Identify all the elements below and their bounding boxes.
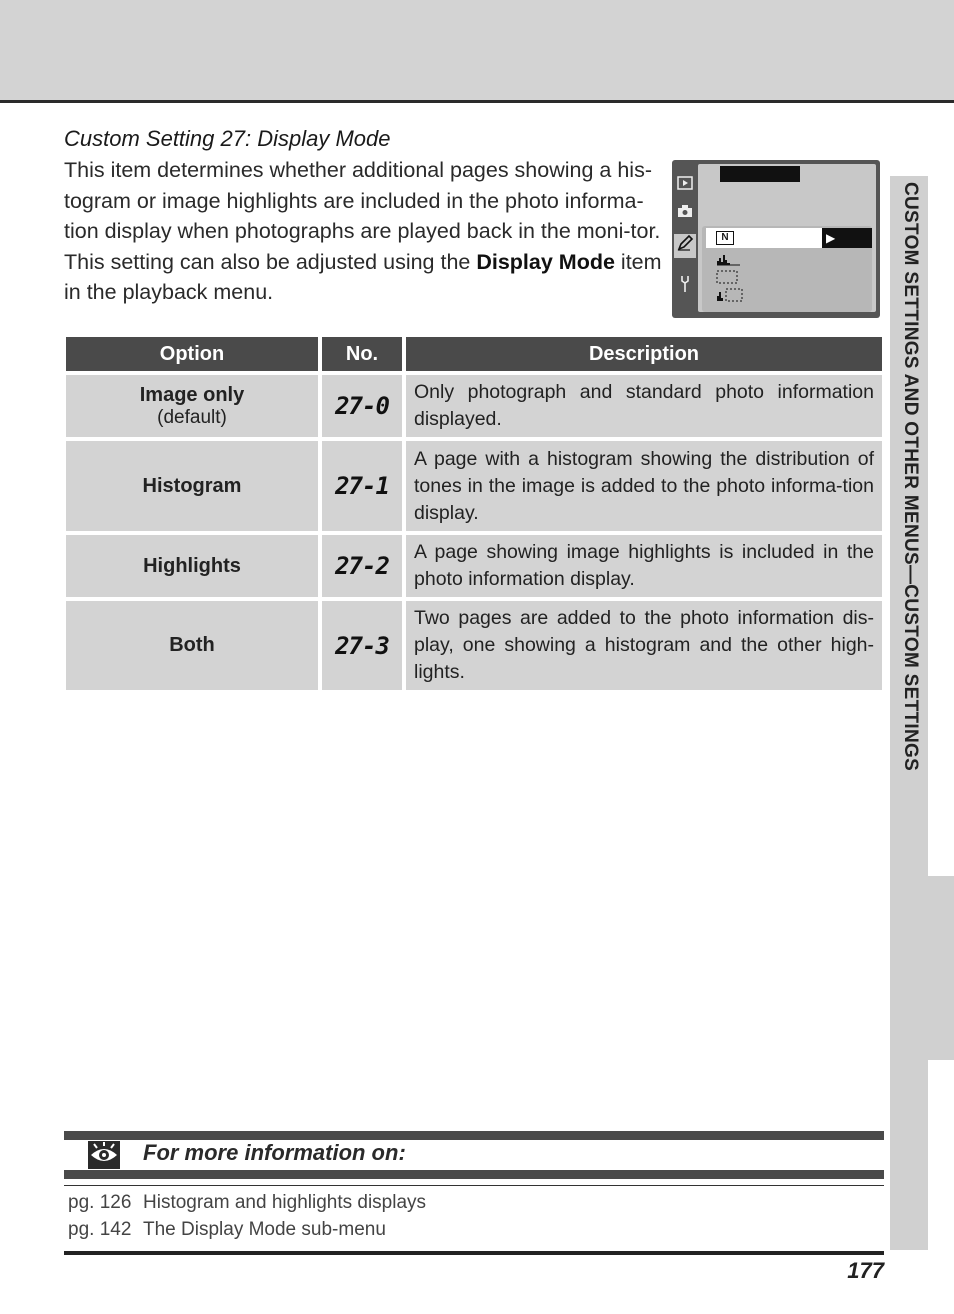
- option-default-note: (default): [157, 406, 227, 428]
- camera-icon: [676, 204, 694, 222]
- pencil-icon: [674, 234, 696, 258]
- header-description: Description: [406, 337, 882, 371]
- reference-page: pg. 142: [68, 1219, 132, 1240]
- more-info-title-text: For more information on: [143, 1140, 399, 1165]
- header-no: No.: [322, 337, 402, 371]
- normal-option-label: N: [716, 231, 734, 245]
- menu-icon-column: [674, 164, 696, 314]
- reference-text: Histogram and highlights displays: [143, 1192, 427, 1213]
- menu-title-bar: [720, 166, 800, 182]
- reference-item: [68, 1192, 426, 1214]
- side-tab-marker: [928, 876, 954, 1060]
- side-section-label: CUSTOM SETTINGS AND OTHER MENUS—CUSTOM SETTINGS: [900, 182, 921, 772]
- menu-option-list: [702, 226, 872, 312]
- info-rule-bottom: [64, 1170, 884, 1179]
- option-name: Histogram: [142, 474, 242, 497]
- table-header-row: [66, 337, 882, 371]
- setting-number: 27-1: [322, 441, 402, 531]
- option-name: Image only: [139, 383, 245, 406]
- menu-screenshot: [672, 160, 880, 318]
- option-cell: [66, 441, 318, 531]
- more-info-colon: :: [398, 1140, 406, 1165]
- both-mini-icon: [716, 288, 742, 302]
- section-heading: Custom Setting 27: Display Mode: [64, 126, 391, 151]
- playback-icon: [676, 176, 694, 194]
- table-row: [66, 441, 882, 531]
- info-rule-top: [64, 1131, 884, 1140]
- table-row: [66, 375, 882, 437]
- option-name: Highlights: [143, 554, 241, 577]
- option-description: A page with a histogram showing the distribution of tones in the image is added to the photo informa-tion display.: [406, 441, 882, 531]
- option-cell: [66, 601, 318, 690]
- option-description: Two pages are added to the photo information dis-play, one showing a histogram and the other high-lights.: [406, 601, 882, 690]
- menu-panel: [698, 164, 876, 312]
- top-header-band: [0, 0, 954, 103]
- reference-text: The Display Mode sub-menu: [143, 1219, 386, 1240]
- option-cell: [66, 375, 318, 437]
- page-number: 177: [847, 1258, 884, 1283]
- info-thin-rule: [64, 1185, 884, 1186]
- play-arrow-icon: ▶: [822, 228, 872, 248]
- table-row: [66, 601, 882, 690]
- histogram-mini-icon: [716, 252, 742, 266]
- reference-item: [68, 1219, 386, 1241]
- wrench-icon: [676, 274, 694, 292]
- eye-icon: [88, 1141, 120, 1169]
- header-option: Option: [66, 337, 318, 371]
- option-name: Both: [169, 634, 215, 656]
- setting-number: 27-3: [322, 601, 402, 690]
- intro-paragraph: [64, 155, 664, 308]
- intro-text: This item determines whether additional pages showing a his-togram or image highlights are included in the photo informa-tion display when photographs are played back in the moni-tor. This setting can also be adjusted using the: [64, 158, 661, 274]
- intro-text-end: item in the playback menu.: [64, 249, 662, 304]
- options-table: [62, 333, 886, 694]
- footer-rule: [64, 1251, 884, 1255]
- setting-number: 27-2: [322, 535, 402, 597]
- option-cell: [66, 535, 318, 597]
- setting-number: 27-0: [322, 375, 402, 437]
- reference-page: pg. 126: [68, 1192, 132, 1213]
- highlights-mini-icon: [716, 270, 742, 284]
- intro-bold-term: Display Mode: [476, 249, 615, 274]
- menu-row-selected: [706, 228, 872, 248]
- more-info-title: [143, 1140, 406, 1166]
- table-row: [66, 535, 882, 597]
- option-description: Only photograph and standard photo information displayed.: [406, 375, 882, 437]
- option-description: A page showing image highlights is included in the photo information display.: [406, 535, 882, 597]
